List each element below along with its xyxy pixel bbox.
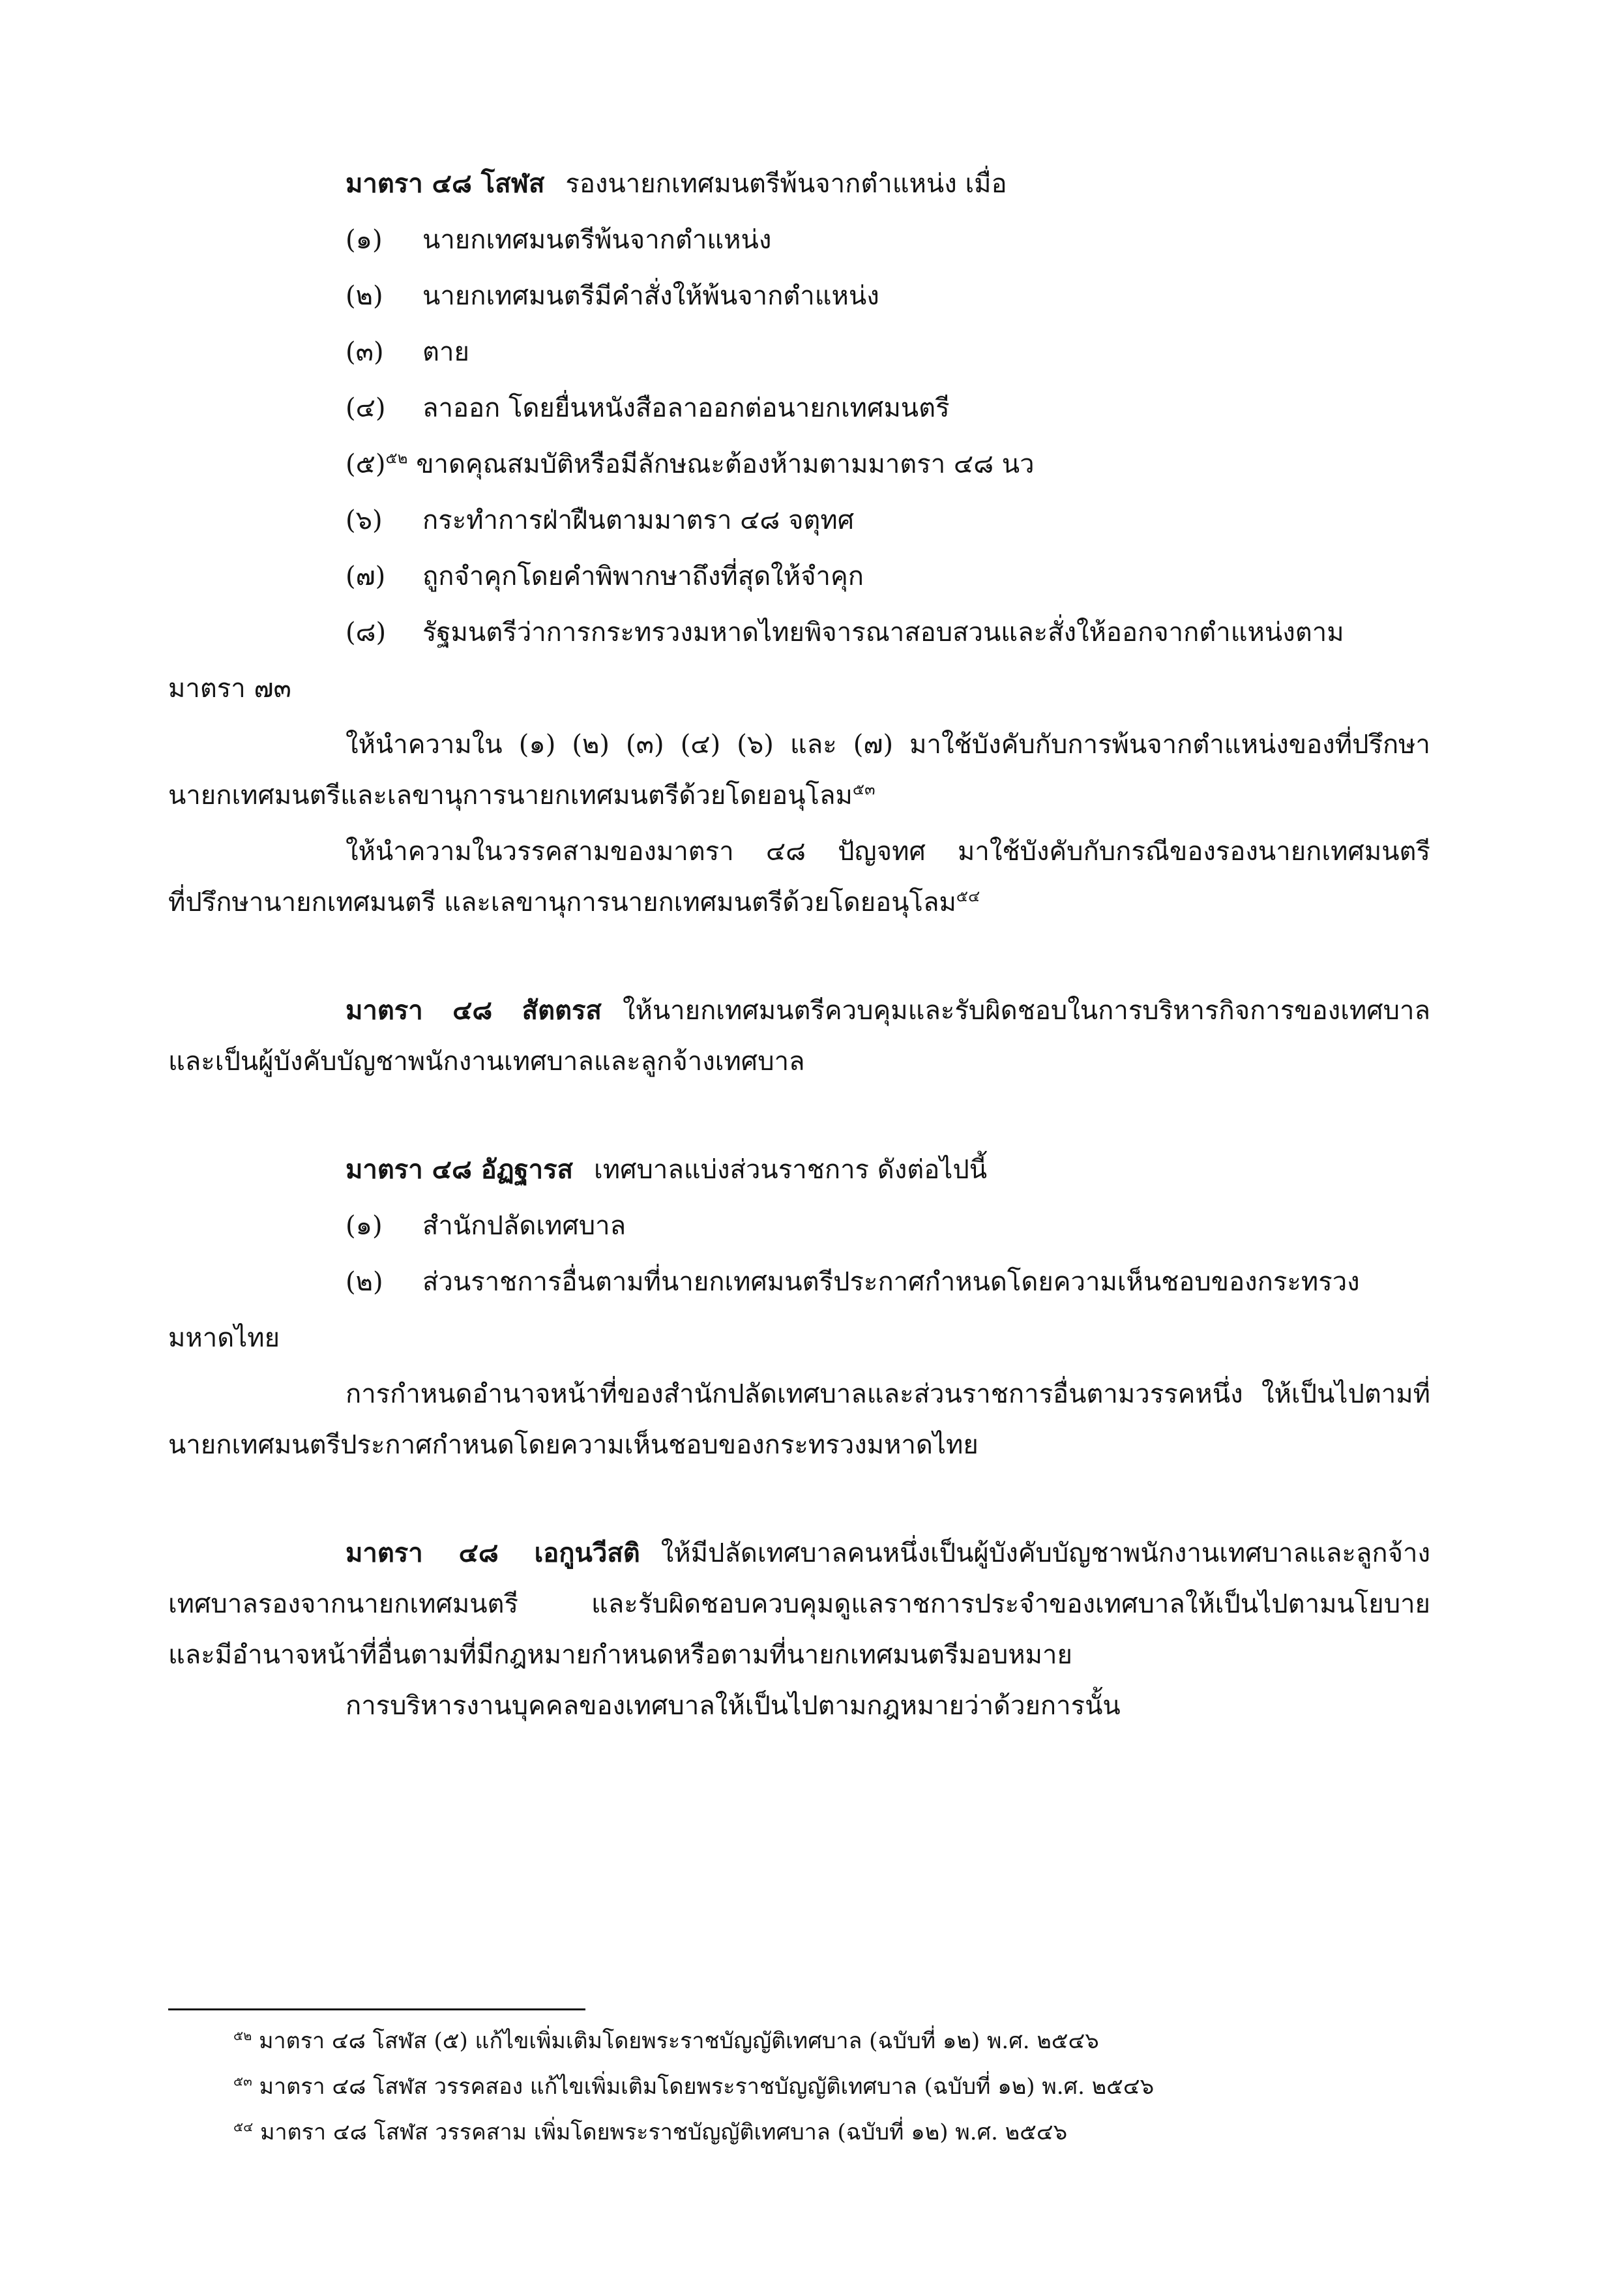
item-number: (๑) [346, 225, 383, 255]
footnote [233, 2072, 1154, 2101]
paragraph-line: นายกเทศมนตรีประกาศกำหนดโดยความเห็นชอบของกระทรวงมหาดไทย [168, 1430, 979, 1460]
paragraph-text: ที่ปรึกษานายกเทศมนตรี และเลขานุการนายกเทศมนตรีด้วยโดยอนุโลม [168, 887, 956, 917]
item-text: รัฐมนตรีว่าการกระทรวงมหาดไทยพิจารณาสอบสวนและสั่งให้ออกจากตำแหน่งตาม [422, 618, 1344, 648]
section-text: รองนายกเทศมนตรีพ้นจากตำแหน่ง เมื่อ [565, 169, 1007, 199]
list-item [346, 447, 1035, 481]
item-number: (๘) [346, 618, 387, 648]
paragraph-line: และมีอำนาจหน้าที่อื่นตามที่มีกฎหมายกำหนดหรือตามที่นายกเทศมนตรีมอบหมาย [168, 1640, 1072, 1670]
list-item [346, 223, 771, 257]
item-text: ลาออก โดยยื่นหนังสือลาออกต่อนายกเทศมนตรี [422, 393, 950, 423]
list-item [346, 559, 864, 593]
footnote-text: มาตรา ๔๘ โสฬส (๕) แก้ไขเพิ่มเติมโดยพระราชบัญญัติเทศบาล (ฉบับที่ ๑๒) พ.ศ. ๒๕๔๖ [259, 2028, 1099, 2054]
item-number: (๒) [346, 1267, 383, 1297]
paragraph-line: การกำหนดอำนาจหน้าที่ของสำนักปลัดเทศบาลและส่วนราชการอื่นตามวรรคหนึ่ง ให้เป็นไปตามที่ [346, 1379, 1430, 1409]
item-number: (๖) [346, 505, 383, 535]
item-number: (๔) [346, 393, 386, 423]
section-heading: มาตรา ๔๘ โสฬส [346, 168, 545, 199]
section-48-16-heading-line [346, 167, 1007, 201]
footnote-marker: ๕๓ [852, 780, 876, 799]
section-48-17-heading-line [346, 994, 1430, 1028]
footnote-text: มาตรา ๔๘ โสฬส วรรคสอง แก้ไขเพิ่มเติมโดยพระราชบัญญัติเทศบาล (ฉบับที่ ๑๒) พ.ศ. ๒๕๔๖ [259, 2074, 1155, 2100]
item-text: นายกเทศมนตรีพ้นจากตำแหน่ง [422, 225, 772, 255]
paragraph-line: ให้นำความใน (๑) (๒) (๓) (๔) (๖) และ (๗) มาใช้บังคับกับการพ้นจากตำแหน่งของที่ปรึกษา [346, 730, 1430, 760]
paragraph-line: ให้นำความในวรรคสามของมาตรา ๔๘ ปัญจทศ มาใช้บังคับกับกรณีของรองนายกเทศมนตรี [346, 837, 1430, 867]
footnote-marker: ๕๒ [233, 2027, 252, 2044]
list-item-continuation: มหาดไทย [168, 1323, 280, 1353]
paragraph-line: การบริหารงานบุคคลของเทศบาลให้เป็นไปตามกฎหมายว่าด้วยการนั้น [346, 1691, 1121, 1721]
section-48-19-heading-line [346, 1536, 1430, 1570]
section-48-18-heading-line [346, 1153, 987, 1187]
list-item [346, 279, 879, 313]
list-item [346, 1209, 626, 1243]
section-heading: มาตรา ๔๘ อัฏฐารส [346, 1154, 574, 1185]
footnote-marker: ๕๒ [385, 449, 408, 468]
paragraph-line: เทศบาลรองจากนายกเทศมนตรี และรับผิดชอบควบคุมดูแลราชการประจำของเทศบาลให้เป็นไปตามนโยบาย [168, 1589, 1430, 1619]
item-text: ถูกจำคุกโดยคำพิพากษาถึงที่สุดให้จำคุก [422, 561, 864, 591]
section-heading: มาตรา ๔๘ สัตตรส [346, 995, 602, 1026]
footnote [233, 2118, 1067, 2147]
paragraph-text: นายกเทศมนตรีและเลขานุการนายกเทศมนตรีด้วยโดยอนุโลม [168, 781, 853, 811]
footnote-text: มาตรา ๔๘ โสฬส วรรคสาม เพิ่มโดยพระราชบัญญัติเทศบาล (ฉบับที่ ๑๒) พ.ศ. ๒๕๔๖ [260, 2119, 1068, 2145]
item-number: (๕) [346, 449, 386, 479]
item-text: ตาย [422, 337, 469, 367]
section-text: ให้นายกเทศมนตรีควบคุมและรับผิดชอบในการบริหารกิจการของเทศบาล [622, 996, 1430, 1026]
item-text: ส่วนราชการอื่นตามที่นายกเทศมนตรีประกาศกำหนดโดยความเห็นชอบของกระทรวง [422, 1267, 1360, 1297]
paragraph-line [168, 779, 875, 813]
footnote-marker: ๕๔ [956, 887, 980, 906]
list-item [346, 1265, 1430, 1299]
item-text: นายกเทศมนตรีมีคำสั่งให้พ้นจากตำแหน่ง [422, 281, 879, 311]
list-item [346, 503, 854, 537]
item-number: (๓) [346, 337, 384, 367]
footnote-separator [168, 2008, 585, 2010]
section-heading: มาตรา ๔๘ เอกูนวีสติ [346, 1538, 640, 1568]
paragraph-line [168, 886, 980, 919]
item-number: (๑) [346, 1211, 383, 1241]
item-text: สำนักปลัดเทศบาล [422, 1211, 626, 1241]
list-item-continuation: มาตรา ๗๓ [168, 674, 291, 704]
item-text: กระทำการฝ่าฝืนตามมาตรา ๔๘ จตุทศ [422, 505, 855, 535]
list-item [346, 335, 469, 369]
footnote [233, 2027, 1099, 2055]
footnote-marker: ๕๔ [233, 2119, 254, 2135]
list-item [346, 391, 950, 425]
list-item [346, 616, 1430, 649]
paragraph-line: และเป็นผู้บังคับบัญชาพนักงานเทศบาลและลูกจ้างเทศบาล [168, 1047, 805, 1077]
item-text: ขาดคุณสมบัติหรือมีลักษณะต้องห้ามตามมาตรา ๔๘ นว [416, 449, 1035, 479]
item-number: (๗) [346, 561, 386, 591]
footnote-marker: ๕๓ [233, 2073, 252, 2089]
item-number: (๒) [346, 281, 383, 311]
section-text: เทศบาลแบ่งส่วนราชการ ดังต่อไปนี้ [594, 1155, 988, 1185]
section-text: ให้มีปลัดเทศบาลคนหนึ่งเป็นผู้บังคับบัญชาพนักงานเทศบาลและลูกจ้าง [660, 1538, 1430, 1568]
